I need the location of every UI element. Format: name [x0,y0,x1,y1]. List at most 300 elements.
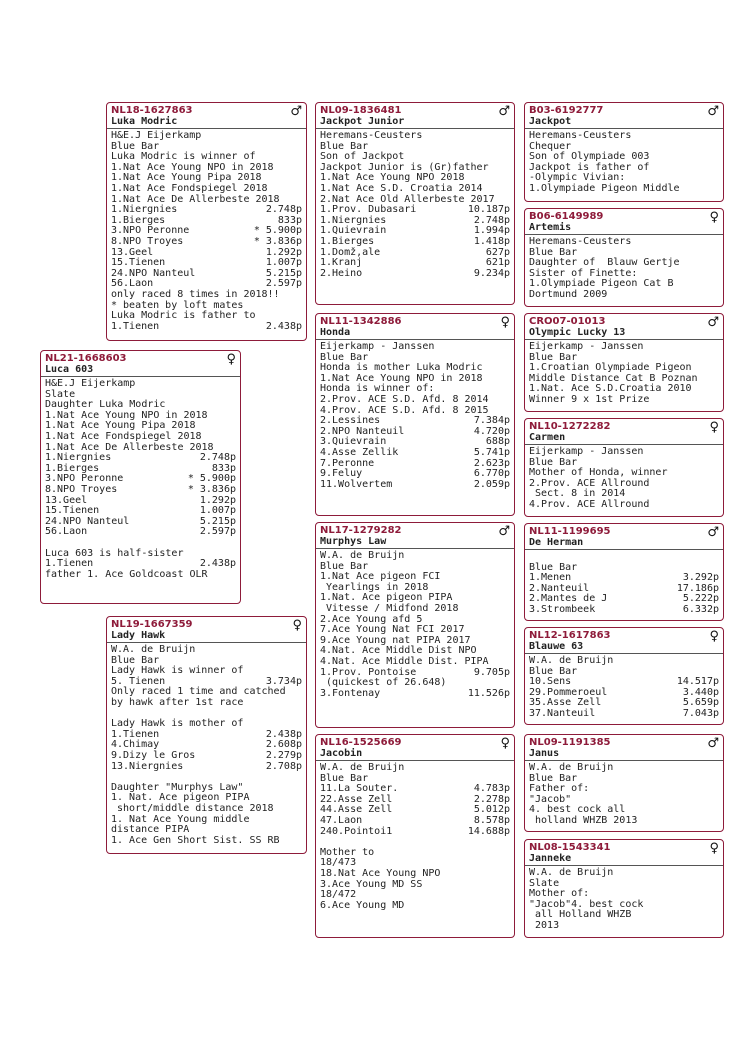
line-text: 3.Ace Young MD SS [320,878,423,890]
pigeon-name: Artemis [529,222,572,233]
line-value: 14.688p [467,825,510,837]
line-text: 18/473 [320,857,357,869]
line-text: 1.Kranj [320,257,363,269]
line-value: 688p [485,436,510,448]
line-value: 2.608p [265,739,302,751]
line-text: Middle Distance Cat B Poznan [529,372,698,384]
female-icon: ♀ [292,618,302,633]
male-icon: ♂ [498,104,510,119]
card-body [316,761,514,913]
line-text: 11.Wolvertem [320,478,393,490]
result-line [529,605,719,616]
result-line [45,485,236,496]
pigeon-name: Jacobin [320,748,363,759]
line-text: Vitesse / Midfond 2018 [320,602,459,614]
line-text: Winner 9 x 1st Prize [529,393,650,405]
line-text: 1.Menen [529,572,572,584]
pigeon-card [524,523,724,621]
female-icon: ♀ [709,629,719,644]
line-text: Jackpot is father of [529,161,650,173]
pigeon-card [315,102,515,305]
ring-number: NL21-1668603 [45,353,127,364]
result-line [45,527,236,538]
result-line [320,827,510,838]
result-line [111,290,302,301]
line-value: 833p [277,214,302,226]
line-text: 15.Tienen [45,505,100,517]
line-text: Mother of Honda, winner [529,467,668,479]
line-text: 2.Ace Young afd 5 [320,613,423,625]
pigeon-card [524,627,724,725]
ring-number: CRO07-01013 [529,316,606,327]
line-text: holland WHZB 2013 [529,814,638,826]
card-body [316,340,514,492]
line-value: 2.597p [265,278,302,290]
line-text: Honda is winner of: [320,383,435,395]
line-text: 56.Laon [111,278,154,290]
female-icon: ♀ [226,352,236,367]
result-line [111,184,302,195]
line-text: father 1. Ace Goldcoast OLR [45,568,208,580]
ring-number: NL12-1617863 [529,630,611,641]
line-text: Eijerkamp - Janssen [320,341,435,352]
line-text: Blue Bar [529,351,578,363]
result-line [529,709,719,720]
ring-number: NL17-1279282 [320,525,402,536]
pigeon-name: Honda [320,327,351,338]
line-text: W.A. de Bruijn [529,655,614,666]
line-text: 4.Asse Zellik [320,446,399,458]
card-body [316,549,514,701]
ring-number: NL11-1199695 [529,526,611,537]
line-value: 8.578p [473,814,510,826]
line-text: 2.Mantes de J [529,593,608,605]
card-body [41,377,240,582]
line-value: 2.748p [265,204,302,216]
line-value: 6.332p [682,603,719,615]
pigeon-card [524,418,724,517]
line-text: 7.Peronne [320,457,375,469]
line-value: 2.438p [265,320,302,332]
line-text: 1.Tienen [45,558,94,570]
ring-number: NL16-1525669 [320,737,402,748]
line-text: 1.Nat Ace Young NPO in 2018 [111,161,274,173]
line-value: 627p [485,246,510,258]
line-text: W.A. de Bruijn [320,550,405,561]
line-text: Jackpot Junior is (Gr)father [320,161,489,173]
card-body [525,550,723,618]
line-value: 2.278p [473,793,510,805]
pigeon-card [524,734,724,832]
line-text: Luka Modric is father to [111,310,256,322]
line-text [45,538,51,549]
line-text: Blue Bar [111,140,160,152]
line-text: 6.Ace Young MD [320,899,405,911]
line-text: Eijerkamp - Janssen [529,341,644,352]
line-value: 3.440p [682,686,719,698]
pigeon-name: Olympic Lucky 13 [529,327,626,338]
card-header [525,419,723,445]
line-text: Daughter "Murphys Law" [111,781,244,793]
male-icon: ♂ [707,736,719,751]
line-text: 1.Bierges [111,214,166,226]
ring-number: NL11-1342886 [320,316,402,327]
pigeon-name: Janneke [529,853,572,864]
pigeon-name: Blauwe 63 [529,641,584,652]
line-text: Blue Bar [320,772,369,784]
pigeon-card [315,313,515,516]
line-text: 47.Laon [320,814,363,826]
pigeon-card [524,102,724,202]
line-text: Daughter of Blauw Gertje [529,257,680,269]
line-value: 10.187p [467,204,510,216]
line-text: 9.Ace Young nat PIPA 2017 [320,634,471,646]
line-text: all Holland WHZB [529,909,632,921]
line-value: 9.234p [473,267,510,279]
line-text: 9.Dizy le Gros [111,749,196,761]
pigeon-card [106,102,307,341]
line-text: 1.Prov. Dubasari [320,204,417,216]
line-text: (quickest of 26.648) [320,677,447,689]
line-text: 4.Prov. ACE Allround [529,498,650,510]
line-text: 1.Nat Ace De Allerbeste 2018 [45,441,214,453]
card-header [525,628,723,654]
line-text: Luka Modric is winner of [111,151,256,163]
line-text: -Olympic Vivian: [529,172,626,184]
result-line [320,551,510,562]
line-text: 3.Quievrain [320,436,387,448]
card-header [316,523,514,549]
line-text: W.A. de Bruijn [529,867,614,878]
result-line [529,763,719,774]
pigeon-card [524,208,724,307]
result-line [529,184,719,195]
line-value: 1.007p [199,505,236,517]
result-line [45,379,236,390]
line-value: 1.292p [265,246,302,258]
line-value: * 3.836p [187,483,236,495]
line-text: 24.NPO Nanteul [111,267,196,279]
result-line [320,237,510,248]
result-line [529,552,719,563]
line-text: 1.Tienen [111,728,160,740]
result-line [529,921,719,932]
line-value: 2.748p [473,214,510,226]
line-text: Blue Bar [320,560,369,572]
line-value: 1.994p [473,225,510,237]
result-line [320,816,510,827]
pigeon-name: Luca 603 [45,364,94,375]
female-icon: ♀ [709,420,719,435]
pigeon-name: Janus [529,748,560,759]
line-text: Blue Bar [529,665,578,677]
line-text: 1.Nat. Ace S.D.Croatia 2010 [529,383,692,395]
card-header [107,617,306,643]
female-icon: ♀ [500,315,510,330]
line-text: 1.Domž,ale [320,246,381,258]
result-line [320,448,510,459]
line-text: Blue Bar [111,654,160,666]
female-icon: ♀ [709,841,719,856]
line-text: Dortmund 2009 [529,288,608,300]
card-header [525,209,723,235]
result-line [111,836,302,847]
result-line [320,763,510,774]
line-text: 44.Asse Zell [320,804,393,816]
line-text: 24.NPO Nanteul [45,515,130,527]
line-text: 1. Nat Ace Young middle [111,813,250,825]
result-line [320,901,510,912]
line-text: 2.Heino [320,267,363,279]
card-body [525,761,723,829]
line-text: 1.Niergnies [111,204,178,216]
line-text: "Jacob"4. best cock [529,898,644,910]
pigeon-name: Lady Hawk [111,630,166,641]
line-text: Heremans-Ceusters [529,236,632,247]
female-icon: ♀ [500,736,510,751]
line-text: 3.NPO Peronne [111,225,190,237]
card-header [107,103,306,129]
result-line [111,762,302,773]
pigeon-name: Carmen [529,432,566,443]
line-value: 5.012p [473,804,510,816]
result-line [529,656,719,667]
line-text: 10.Sens [529,676,572,688]
result-line [111,751,302,762]
line-text: 9.Feluy [320,468,363,480]
line-text: 2.Nanteuil [529,582,590,594]
line-value: 2.597p [199,526,236,538]
line-text: W.A. de Bruijn [111,644,196,655]
card-body [525,654,723,722]
line-value: 4.783p [473,783,510,795]
line-text: Sect. 8 in 2014 [529,488,626,500]
male-icon: ♂ [707,315,719,330]
result-line [320,269,510,280]
pigeon-card [524,313,724,412]
line-value: * 5.900p [187,473,236,485]
line-value: 2.708p [265,760,302,772]
result-line [45,538,236,549]
line-text: Blue Bar [529,561,578,573]
result-line [320,342,510,353]
line-text: 18.Nat Ace Young NPO [320,867,441,879]
line-value: * 5.900p [253,225,302,237]
line-text: Slate [529,877,560,889]
line-text: short/middle distance 2018 [111,802,274,814]
card-header [316,314,514,340]
line-text: 8.NPO Troyes [111,235,184,247]
line-text: Slate [45,388,76,400]
line-text: 3.Strombeek [529,603,596,615]
line-text: 1. Ace Gen Short Sist. SS RB [111,834,280,846]
line-value: 7.043p [682,707,719,719]
line-text: 11.La Souter. [320,783,399,795]
line-text: 1.Nat Ace Young NPO 2018 [320,172,465,184]
line-text: H&E.J Eijerkamp [45,378,136,389]
line-value: 7.384p [473,415,510,427]
line-text: 13.Niergnies [111,760,184,772]
line-text: 29.Pommeroeul [529,686,608,698]
card-body [525,445,723,513]
card-header [525,314,723,340]
line-value: 14.517p [676,676,719,688]
line-text: 240.Pointoi1 [320,825,393,837]
line-text: Blue Bar [529,246,578,258]
line-text: 1.Nat Ace Young NPO in 2018 [45,409,208,421]
line-value: 4.720p [473,425,510,437]
result-line [320,604,510,615]
card-header [316,735,514,761]
card-body [316,129,514,281]
line-text: W.A. de Bruijn [529,762,614,773]
pigeon-card [40,350,241,604]
line-value: 11.526p [467,687,510,699]
line-text: 1.Olympiade Pigeon Cat B [529,278,674,290]
result-line [529,342,719,353]
ring-number: NL10-1272282 [529,421,611,432]
line-text: Sister of Finette: [529,267,638,279]
result-line [320,184,510,195]
result-line [111,645,302,656]
ring-number: NL19-1667359 [111,619,193,630]
line-text: Mother to [320,846,375,858]
line-value: 2.279p [265,749,302,761]
line-value: 5.222p [682,593,719,605]
line-text: 1. Nat. Ace pigeon PIPA [111,792,250,804]
result-line [111,237,302,248]
result-line [320,869,510,880]
line-text: Lady Hawk is mother of [111,718,244,730]
result-line [529,237,719,248]
line-value: * 3.836p [253,235,302,247]
line-value: 5.659p [682,697,719,709]
pigeon-card [315,522,515,728]
line-text: Son of Jackpot [320,151,405,163]
line-text: 1.Croatian Olympiade Pigeon [529,362,692,374]
line-text: 4. best cock all [529,804,626,816]
line-text: 3.Fontenay [320,687,381,699]
card-body [525,235,723,303]
card-body [107,643,306,848]
card-body [107,129,306,334]
pigeon-card [106,616,307,854]
result-line [111,698,302,709]
line-text: Heremans-Ceusters [320,130,423,141]
line-text: Only raced 1 time and catched [111,686,286,698]
line-text: 1.Bierges [320,235,375,247]
line-text: 1.Nat Ace Young NPO in 2018 [320,372,483,384]
line-text: 15.Tienen [111,257,166,269]
pigeon-name: Luka Modric [111,116,178,127]
line-text: Eijerkamp - Janssen [529,446,644,457]
line-text: Son of Olympiade 003 [529,151,650,163]
line-text: 1.Nat Ace Fondspiegel 2018 [111,182,268,194]
card-header [525,524,723,550]
line-text: 1.Niergnies [320,214,387,226]
line-text: Chequer [529,140,572,152]
line-value: 9.705p [473,666,510,678]
line-text: Heremans-Ceusters [529,130,632,141]
card-body [525,340,723,408]
pigeon-name: Murphys Law [320,536,387,547]
line-value: 2.623p [473,457,510,469]
result-line [529,290,719,301]
result-line [529,500,719,511]
line-value: 2.748p [199,452,236,464]
line-text: 1.Nat Ace pigeon FCI [320,571,441,583]
line-text: Father of: [529,783,590,795]
line-text: 56.Laon [45,526,88,538]
line-text: 1.Nat. Ace pigeon PIPA [320,592,453,604]
line-value: 1.418p [473,235,510,247]
line-value: 2.059p [473,478,510,490]
result-line [529,816,719,827]
line-text: 2013 [529,919,560,931]
line-text: 1.Niergnies [45,452,112,464]
line-text: Blue Bar [320,140,369,152]
male-icon: ♂ [498,524,510,539]
pigeon-card [315,734,515,938]
line-text: W.A. de Bruijn [320,762,405,773]
line-text: distance PIPA [111,824,190,836]
line-text: 1.Nat Ace Young Pipa 2018 [111,172,262,184]
line-text: 37.Nanteuil [529,707,596,719]
card-header [525,103,723,129]
line-text: Blue Bar [320,351,369,363]
result-line [320,395,510,406]
result-line [529,868,719,879]
line-text: Lady Hawk is winner of [111,665,244,677]
line-text: 18/472 [320,889,357,901]
line-text: only raced 8 times in 2018!! [111,288,280,300]
line-text: 3.NPO Peronne [45,473,124,485]
line-value: 2.438p [199,558,236,570]
line-value: 2.438p [265,728,302,740]
result-line [45,432,236,443]
result-line [111,322,302,333]
male-icon: ♂ [707,104,719,119]
ring-number: NL09-1836481 [320,105,402,116]
line-text: Mother of: [529,888,590,900]
line-text: 13.Geel [45,494,88,506]
line-text: 4.Nat. Ace Middle Dist. PIPA [320,655,489,667]
result-line [320,131,510,142]
line-text: 5. Tienen [111,675,166,687]
line-text: 1.Olympiade Pigeon Middle [529,182,680,194]
line-text: 1.Prov. Pontoise [320,666,417,678]
line-text: 4.Prov. ACE S.D. Afd. 8 2015 [320,404,489,416]
line-text: 2.Nat Ace Old Allerbeste 2017 [320,193,495,205]
line-text: "Jacob" [529,793,572,805]
line-text: Honda is mother Luka Modric [320,362,483,374]
line-value: 1.292p [199,494,236,506]
line-text: 1.Tienen [111,320,160,332]
line-value: 3.292p [682,572,719,584]
result-line [529,131,719,142]
line-text: 1.Nat Ace Fondspiegel 2018 [45,430,202,442]
line-text: 4.Nat. Ace Middle Dist NPO [320,645,477,657]
line-text: * beaten by loft mates [111,299,244,311]
result-line [320,689,510,700]
line-value: 621p [485,257,510,269]
line-text: 2.NPO Nanteuil [320,425,405,437]
line-text: 35.Asse Zell [529,697,602,709]
card-header [316,103,514,129]
result-line [529,447,719,458]
line-text: 7.Ace Young Nat FCI 2017 [320,624,465,636]
line-text: 1.Bierges [45,462,100,474]
